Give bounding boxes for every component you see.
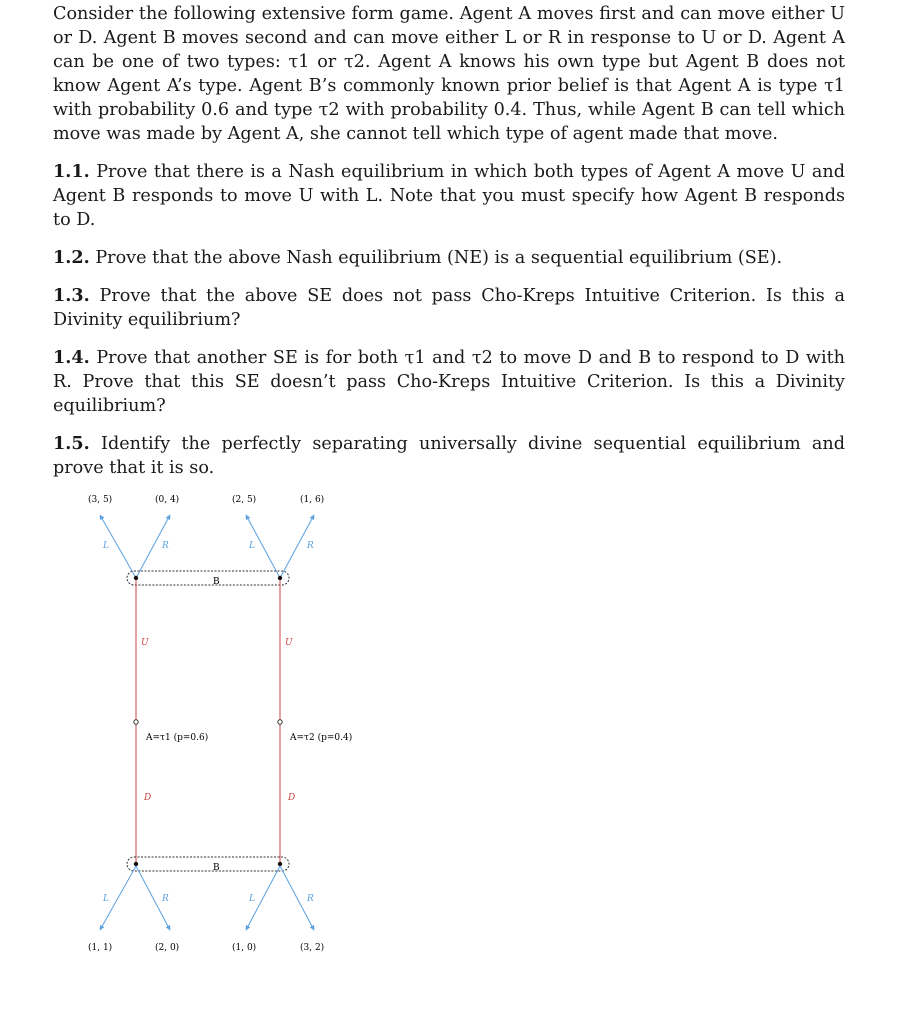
label-type2-D: D	[288, 793, 296, 803]
node-B-bottom-right	[278, 862, 282, 866]
info-set-top	[127, 571, 289, 585]
label-type1-U: U	[141, 638, 149, 648]
question-number: 1.5.	[53, 433, 90, 454]
node-B-bottom-left	[134, 862, 138, 866]
label-bottom-left-R: R	[162, 894, 169, 904]
question-text: Prove that the above SE does not pass Cho-Kreps Intuitive Criterion. Is this a Divinity equilibrium?	[53, 286, 845, 330]
question-1-1	[53, 160, 845, 232]
node-A-type1	[134, 720, 138, 724]
type2-label: A=τ2 (p=0.4)	[290, 733, 353, 743]
question-text: Prove that the above Nash equilibrium (NE) is a sequential equilibrium (SE).	[95, 248, 783, 268]
question-1-5	[53, 432, 845, 480]
payoff-top-3: (2, 5)	[232, 495, 257, 505]
node-B-top-right	[278, 576, 282, 580]
payoff-top-2: (0, 4)	[155, 495, 180, 505]
node-B-top-left	[134, 576, 138, 580]
type1-label: A=τ1 (p=0.6)	[146, 733, 209, 743]
label-top-left-L: L	[103, 541, 109, 551]
game-tree-diagram	[0, 485, 912, 965]
node-A-type2	[278, 720, 282, 724]
payoff-top-4: (1, 6)	[300, 495, 325, 505]
label-top-left-R: R	[162, 541, 169, 551]
label-bottom-right-L: L	[249, 894, 255, 904]
question-text: Identify the perfectly separating universally divine sequential equilibrium and prove that it is so.	[53, 434, 846, 478]
question-text: Prove that there is a Nash equilibrium in which both types of Agent A move U and Agent B responds to move U with L. Note that you must specify how Agent B responds to D.	[53, 162, 845, 230]
question-1-3	[53, 284, 845, 332]
question-number: 1.3.	[53, 285, 90, 306]
problem-text	[53, 2, 845, 480]
intro-paragraph: Consider the following extensive form game. Agent A moves first and can move either U or D. Agent B moves second and can move either L or R in response to U or D. Agent A can be one of two types: τ1 or τ2. Agent A knows his own type but Agent B does not know Agent A’s type. Agent B’s commonly known prior belief is that Agent A is type τ1 with probability 0.6 and type τ2 with probability 0.4. Thus, while Agent B can tell which move was made by Agent A, she cannot tell which type of agent made that move.	[53, 4, 845, 144]
payoff-bottom-2: (2, 0)	[155, 943, 180, 953]
info-set-top-label: B	[213, 577, 220, 587]
payoff-bottom-1: (1, 1)	[88, 943, 113, 953]
payoff-top-1: (3, 5)	[88, 495, 113, 505]
label-top-right-L: L	[249, 541, 255, 551]
question-1-4	[53, 346, 845, 418]
question-number: 1.2.	[53, 247, 90, 268]
payoff-bottom-3: (1, 0)	[232, 943, 257, 953]
question-text: Prove that another SE is for both τ1 and τ2 to move D and B to respond to D with R. Prove that this SE doesn’t pass Cho-Kreps Intuitive Criterion. Is this a Divinity equilibrium?	[53, 348, 846, 416]
label-type1-D: D	[144, 793, 152, 803]
info-set-bottom	[127, 857, 289, 871]
payoff-bottom-4: (3, 2)	[300, 943, 325, 953]
question-number: 1.1.	[53, 161, 90, 182]
label-bottom-left-L: L	[103, 894, 109, 904]
question-1-2	[53, 246, 845, 270]
question-number: 1.4.	[53, 347, 90, 368]
info-set-bottom-label: B	[213, 863, 220, 873]
label-top-right-R: R	[307, 541, 314, 551]
label-type2-U: U	[285, 638, 293, 648]
label-bottom-right-R: R	[307, 894, 314, 904]
